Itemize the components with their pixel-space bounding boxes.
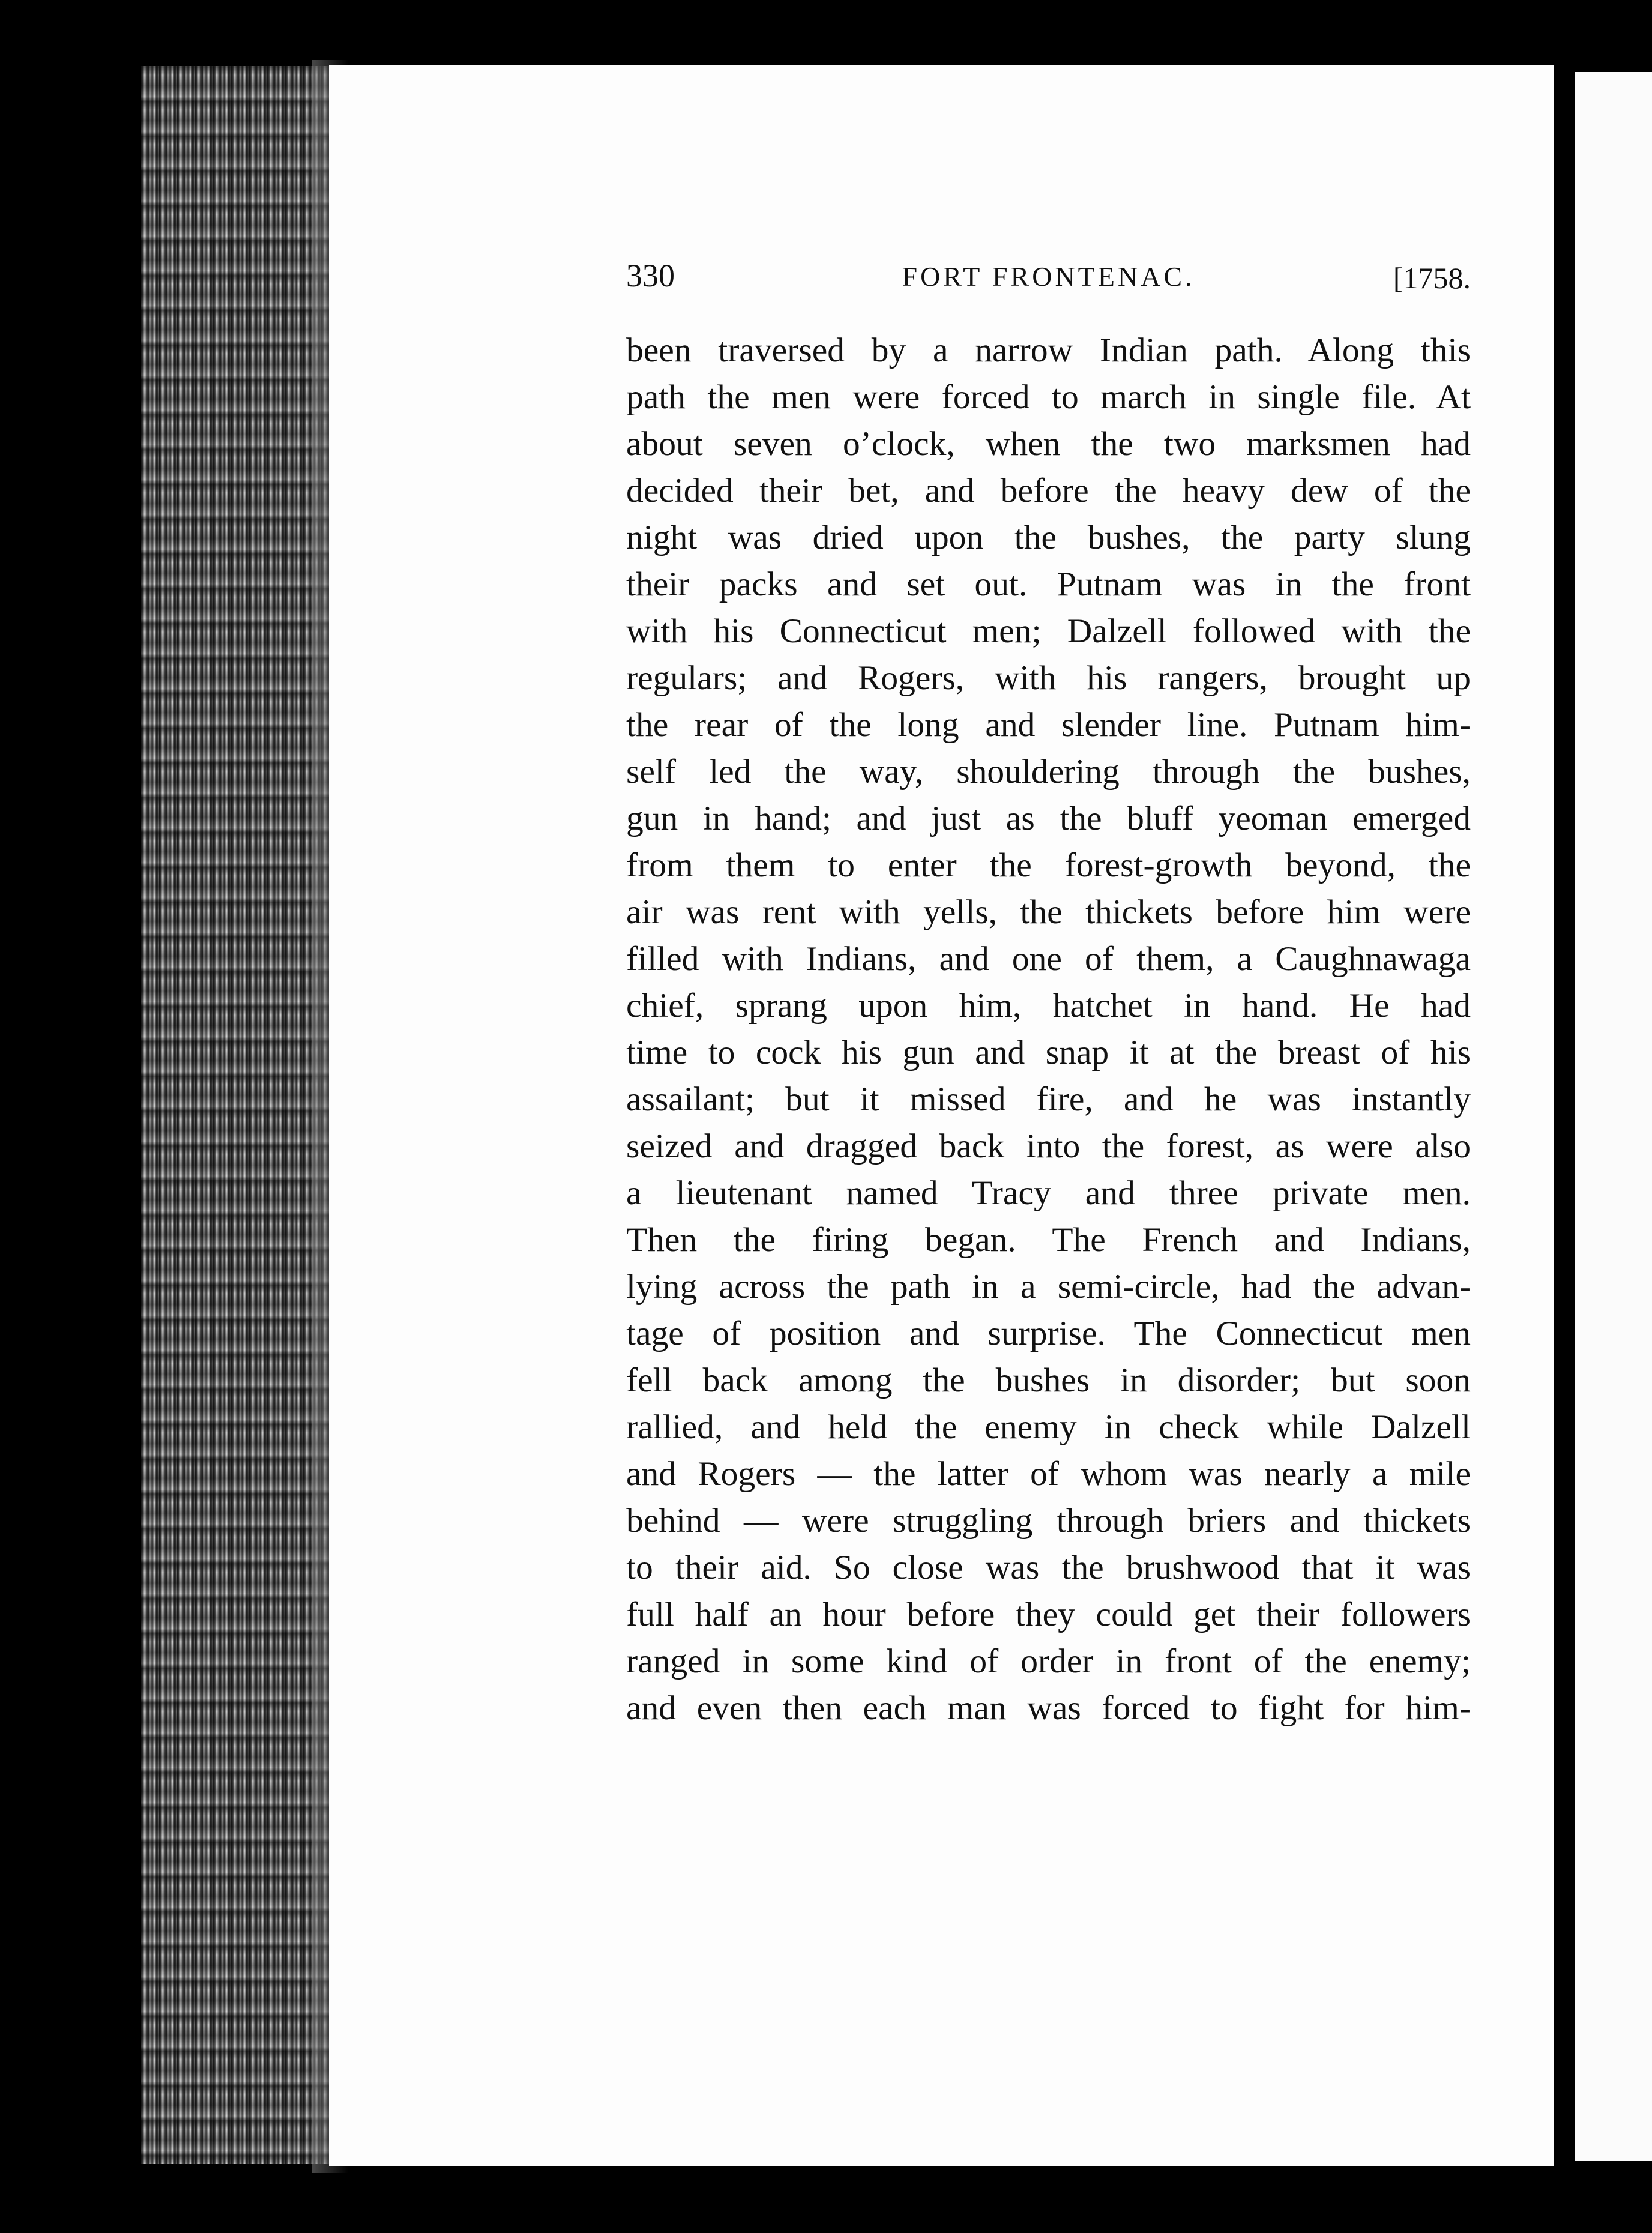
text-line: and Rogers — the latter of whom was nearly a mile (626, 1455, 1471, 1493)
text-line: and even then each man was forced to fight for him- (626, 1689, 1471, 1727)
text-line: Then the firing began. The French and Indians, (626, 1221, 1471, 1259)
text-line: assailant; but it missed fire, and he was instantly (626, 1080, 1471, 1118)
text-line: regulars; and Rogers, with his rangers, brought up (626, 659, 1471, 697)
text-line: been traversed by a narrow Indian path. Along this (626, 331, 1471, 369)
text-line: time to cock his gun and snap it at the breast of his (626, 1034, 1471, 1071)
text-line: night was dried upon the bushes, the party slung (626, 519, 1471, 556)
text-line: fell back among the bushes in disorder; but soon (626, 1361, 1471, 1399)
text-line: behind — were struggling through briers and thickets (626, 1502, 1471, 1540)
gutter (1554, 60, 1575, 2173)
text-line: full half an hour before they could get their followers (626, 1596, 1471, 1633)
text-line: with his Connecticut men; Dalzell followed with the (626, 612, 1471, 650)
chapter-title: FORT FRONTENAC. (902, 261, 1195, 292)
page-number: 330 (626, 258, 675, 294)
text-line: path the men were forced to march in single file. At (626, 378, 1471, 416)
text-line: lying across the path in a semi-circle, had the advan- (626, 1268, 1471, 1306)
text-line: gun in hand; and just as the bluff yeoman emerged (626, 800, 1471, 837)
text-line: self led the way, shouldering through the bushes, (626, 753, 1471, 791)
text-line: seized and dragged back into the forest, as were also (626, 1127, 1471, 1165)
text-line: from them to enter the forest-growth beyond, the (626, 846, 1471, 884)
body-text (626, 327, 1471, 1732)
text-line: chief, sprang upon him, hatchet in hand. He had (626, 987, 1471, 1025)
text-line: ranged in some kind of order in front of the enemy; (626, 1642, 1471, 1680)
text-line: decided their bet, and before the heavy dew of the (626, 472, 1471, 510)
text-line: their packs and set out. Putnam was in the front (626, 565, 1471, 603)
text-line: rallied, and held the enemy in check while Dalzell (626, 1408, 1471, 1446)
text-line: air was rent with yells, the thickets before him were (626, 893, 1471, 931)
text-line: about seven o’clock, when the two marksmen had (626, 425, 1471, 463)
next-page-edge (1575, 72, 1652, 2161)
text-line: a lieutenant named Tracy and three private men. (626, 1174, 1471, 1212)
text-line: filled with Indians, and one of them, a Caughnawaga (626, 940, 1471, 978)
page-edges (141, 66, 339, 2164)
running-head (626, 252, 1471, 306)
text-line: the rear of the long and slender line. Putnam him- (626, 706, 1471, 744)
text-line: tage of position and surprise. The Connecticut men (626, 1315, 1471, 1352)
year-label: [1758. (1393, 261, 1471, 295)
text-line: to their aid. So close was the brushwood that it was (626, 1549, 1471, 1587)
